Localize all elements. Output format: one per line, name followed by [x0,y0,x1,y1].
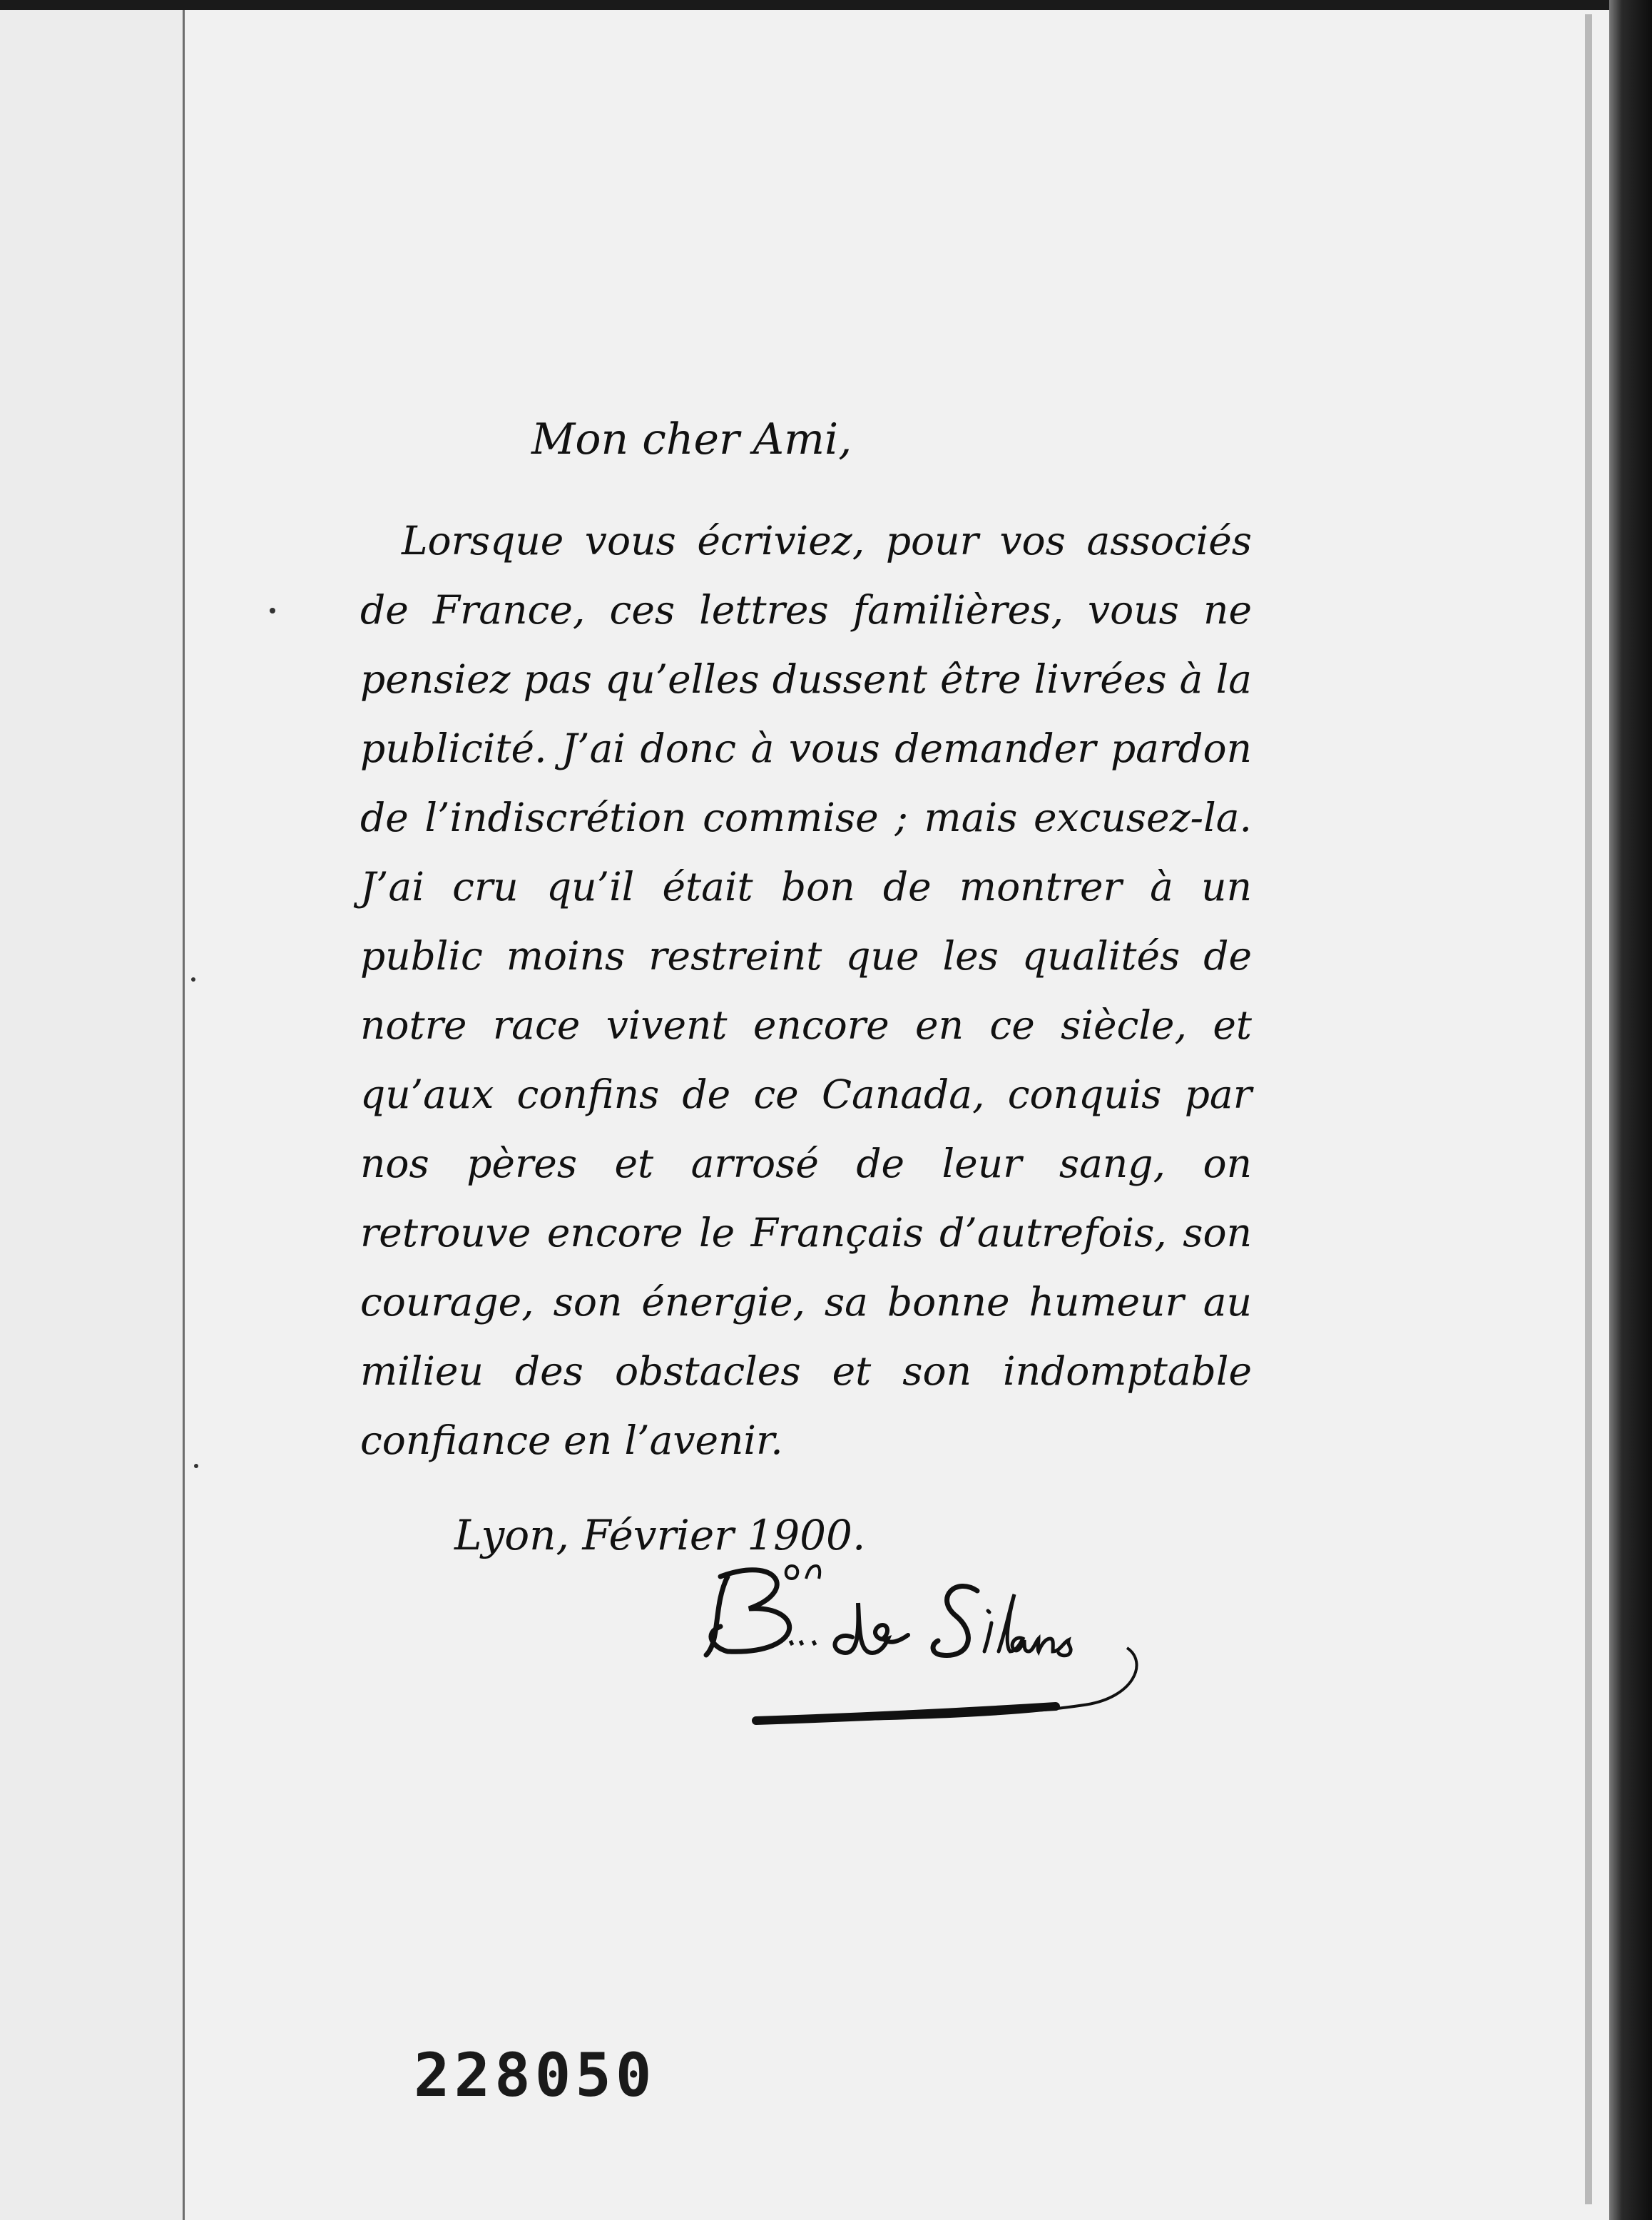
handwritten-signature [699,1548,1156,1733]
scan-edge-right [1609,0,1652,2220]
dust-speck [191,977,195,982]
dust-speck [270,608,275,613]
page-fold-line [183,0,185,2220]
letter-body: Lorsque vous écriviez, pour vos associés de France, ces lettres familières, vous ne pensiez pas qu’elles dussent être livrées à la publicité. J’ai donc à vous demander pardon de l’indiscrétion commise ; mais excusez-la. J’ai cru qu’il était bon de montrer à un public moins restreint que les qualités de notre race vivent encore en ce siècle, et qu’aux confins de ce Canada, conquis par nos pères et arrosé de leur sang, on retrouve encore le Français d’autrefois, son courage, son énergie, sa bonne humeur au milieu des obstacles et son indomptable confiance en l’avenir. [360,518,1252,1463]
place-date: Lyon, Février 1900. [454,1511,866,1559]
signature-drawing [699,1548,1156,1733]
letter [360,414,1252,1559]
dust-speck [194,1464,198,1468]
page-edge-highlight [1585,14,1592,2204]
left-margin [0,0,183,2220]
scan-edge-top [0,0,1652,10]
catalog-number: 228050 [414,2040,656,2110]
salutation: Mon cher Ami, [531,414,852,464]
